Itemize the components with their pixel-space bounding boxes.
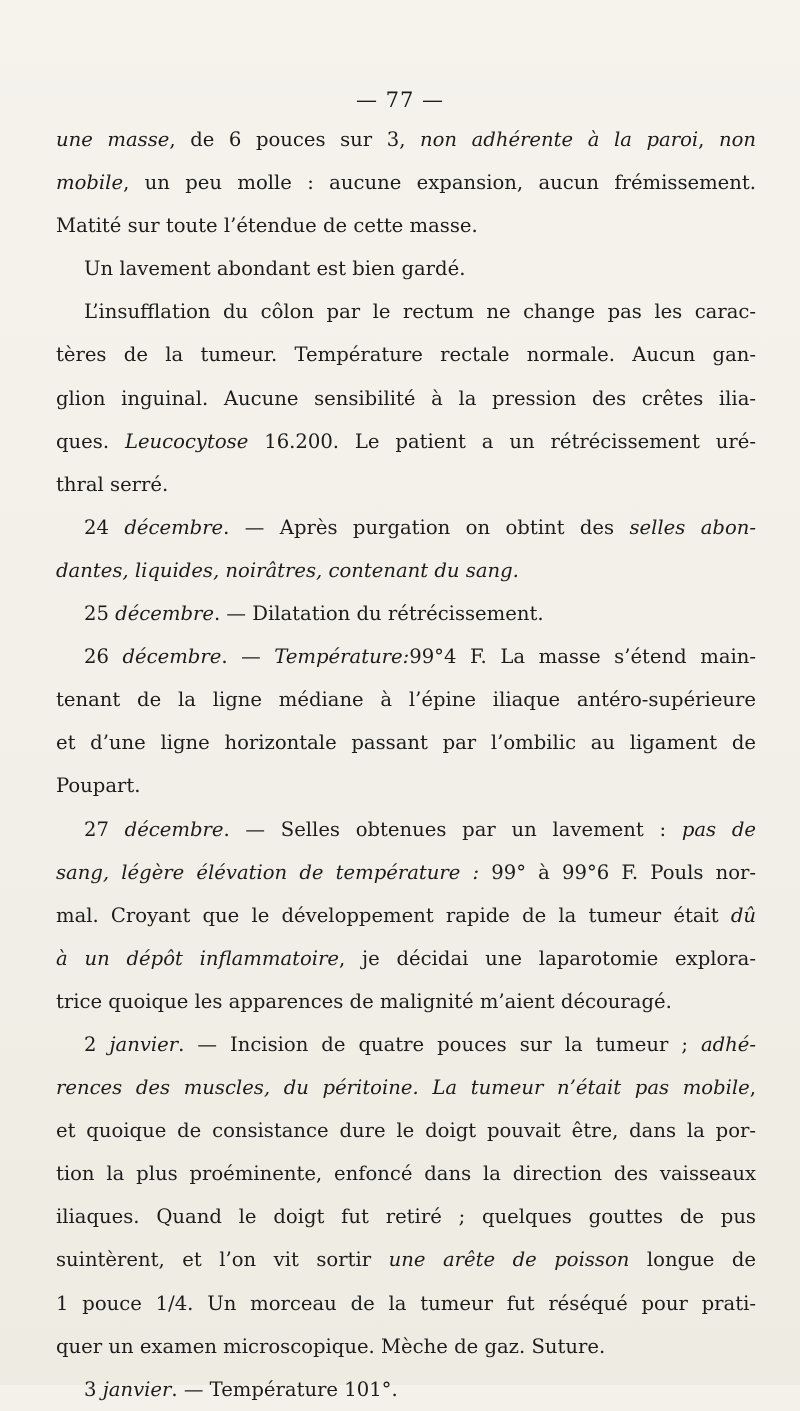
page-number: — 77 — (355, 88, 445, 112)
text-segment: . — Incision de quatre pouces sur la tumeur ; (178, 1032, 701, 1056)
text-segment: 16.200. Le patient a un rétrécissement uré- (248, 429, 756, 453)
text-segment: , je décidai une laparotomie explora- (339, 946, 756, 970)
text-segment: tères de la tumeur. Température rectale normale. Aucun gan- (56, 343, 756, 367)
italic-text: mobile (56, 171, 124, 195)
text-line (56, 1238, 756, 1281)
text-segment: , un peu molle : aucune expansion, aucun frémissement. (123, 171, 756, 195)
text-segment: . — Dilatation du rétrécissement. (213, 602, 544, 626)
text-segment: glion inguinal. Aucune sensibilité à la pression des crêtes ilia- (56, 386, 756, 410)
text-segment: 2 (84, 1032, 110, 1056)
text-segment: L’insufflation du côlon par le rectum ne change pas les carac- (84, 300, 756, 324)
italic-text: rences des muscles, du péritoine. La tumeur n’était pas mobile (56, 1076, 750, 1100)
text-segment: . — Après purgation on obtint des (223, 515, 630, 539)
text-segment: iliaques. Quand le doigt fut retiré ; quelques gouttes de pus (56, 1205, 756, 1229)
italic-text: décembre (124, 515, 224, 539)
text-segment: tion la plus proéminente, enfoncé dans la direction des vaisseaux (56, 1162, 756, 1186)
italic-text: une masse (56, 128, 170, 151)
italic-text: non (718, 128, 756, 151)
text-segment: . — Selles obtenues par un lavement : (223, 817, 682, 841)
text-line (56, 678, 756, 721)
text-line (56, 1023, 756, 1066)
text-line (56, 118, 756, 161)
italic-text: pas de (681, 817, 756, 841)
italic-text: janvier (109, 1032, 179, 1056)
text-line (56, 1195, 756, 1238)
italic-text: décembre (124, 817, 224, 841)
text-segment: ques. (56, 429, 125, 453)
italic-text: Température: (274, 645, 410, 669)
text-line (56, 463, 756, 506)
text-segment: . — Température 101°. (171, 1377, 398, 1401)
italic-text: décembre (122, 645, 222, 669)
text-line (56, 894, 756, 937)
text-segment: , (749, 1076, 756, 1100)
text-segment: Poupart. (56, 774, 141, 798)
italic-text: dantes, liquides, noirâtres, contenant du sang. (56, 558, 519, 582)
text-segment: . — (221, 645, 275, 669)
text-segment: longue de (629, 1248, 756, 1272)
text-line (56, 290, 756, 333)
text-segment: 27 (84, 817, 125, 841)
text-segment: 25 (84, 602, 116, 626)
italic-text: janvier (102, 1377, 172, 1401)
text-segment: quer un examen microscopique. Mèche de gaz. Suture. (56, 1334, 606, 1358)
text-line (56, 808, 756, 851)
text-segment: 1 pouce 1/4. Un morceau de la tumeur fut réséqué pour prati- (56, 1291, 756, 1315)
italic-text: une arête de poisson (388, 1248, 630, 1272)
text-segment: thral serré. (56, 472, 169, 496)
text-line (56, 635, 756, 678)
text-segment: trice quoique les apparences de malignité m’aient découragé. (56, 989, 672, 1013)
text-line (56, 721, 756, 764)
text-segment: , (698, 128, 719, 151)
italic-text: selles abon- (629, 515, 756, 539)
text-segment: tenant de la ligne médiane à l’épine iliaque antéro-supérieure (56, 688, 756, 712)
text-line (56, 204, 756, 247)
italic-text: Leucocytose (124, 429, 249, 453)
text-line (56, 1282, 756, 1325)
text-line (56, 333, 756, 376)
body-text (56, 118, 756, 1411)
text-line (56, 1325, 756, 1368)
text-segment: 26 (84, 645, 123, 669)
text-line (56, 506, 756, 549)
text-segment: et quoique de consistance dure le doigt pouvait être, dans la por- (56, 1119, 756, 1143)
text-line (56, 377, 756, 420)
italic-text: non adhérente à la paroi (420, 128, 699, 151)
text-segment: suintèrent, et l’on vit sortir (56, 1248, 389, 1272)
italic-text: à un dépôt inflammatoire (56, 946, 340, 970)
text-segment: 3 (84, 1377, 103, 1401)
italic-text: sang, légère élévation de température : (56, 860, 480, 884)
text-line (56, 420, 756, 463)
italic-text: adhé- (700, 1032, 756, 1056)
text-line (56, 592, 756, 635)
text-line (56, 764, 756, 807)
text-segment: Matité sur toute l’étendue de cette masse. (56, 214, 478, 238)
text-segment: Un lavement abondant est bien gardé. (84, 257, 466, 281)
text-segment: 24 (84, 515, 125, 539)
text-segment: , de 6 pouces sur 3, (169, 128, 421, 151)
text-line (56, 1066, 756, 1109)
text-line (56, 1368, 756, 1411)
text-line (56, 161, 756, 204)
text-line (56, 247, 756, 290)
text-segment: et d’une ligne horizontale passant par l’ombilic au ligament de (56, 731, 756, 755)
text-line (56, 1152, 756, 1195)
text-line (56, 980, 756, 1023)
text-line (56, 937, 756, 980)
text-line (56, 851, 756, 894)
italic-text: dû (730, 903, 756, 927)
text-line (56, 549, 756, 592)
text-segment: 99° à 99°6 F. Pouls nor- (479, 860, 756, 884)
text-segment: mal. Croyant que le développement rapide de la tumeur était (56, 903, 731, 927)
italic-text: décembre (115, 602, 214, 626)
text-segment: 99°4 F. La masse s’étend main- (409, 645, 757, 669)
text-line (56, 1109, 756, 1152)
